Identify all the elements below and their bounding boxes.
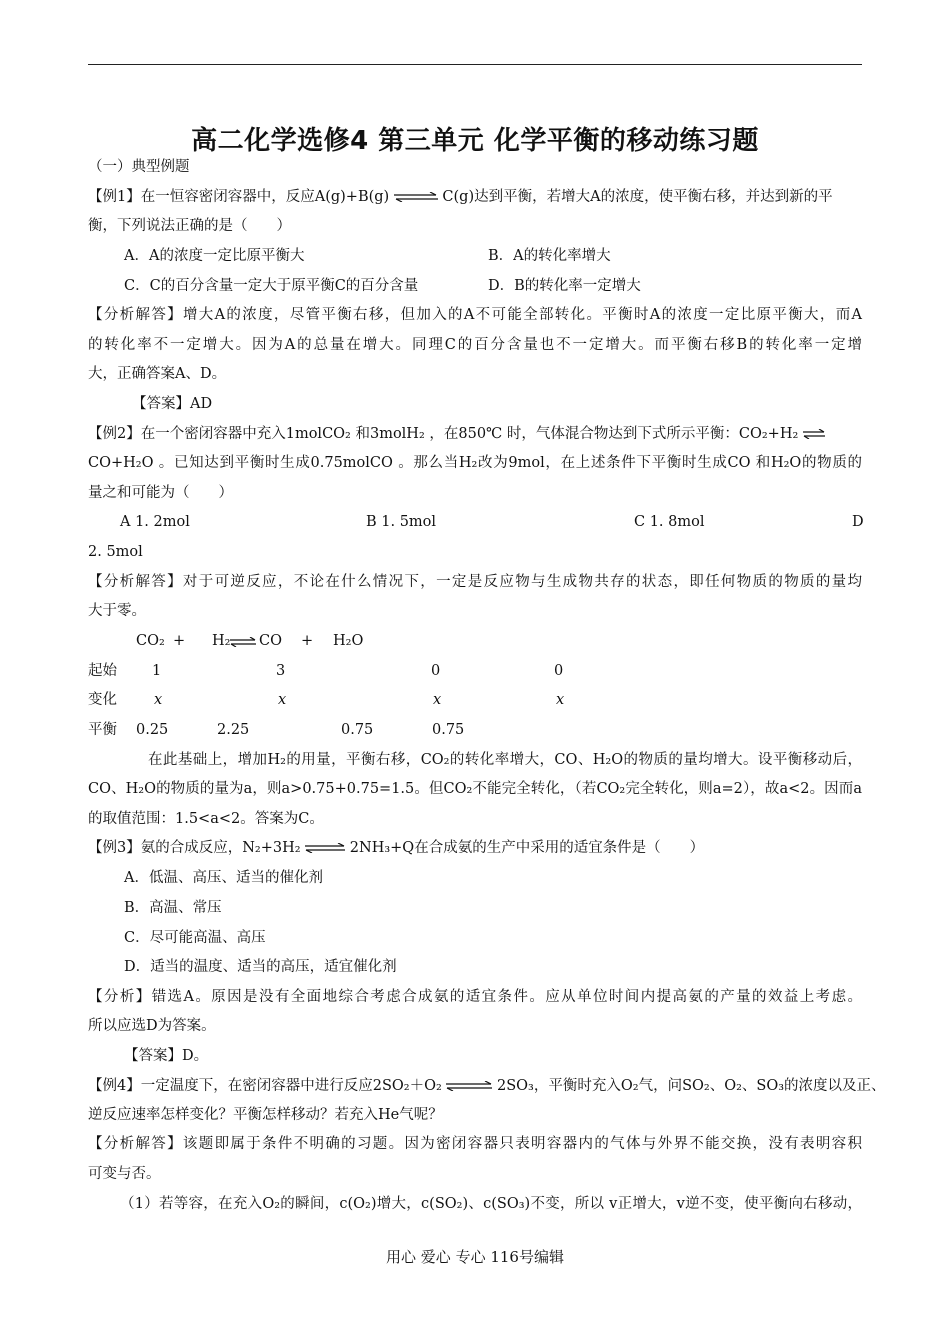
cell: x — [278, 692, 287, 708]
equilibrium-arrow-icon — [305, 843, 345, 853]
ex2-question-line3: 量之和可能为（ ） — [88, 485, 233, 501]
ex2-option-c: C 1. 8mol — [634, 514, 705, 530]
ex1-option-b: B．A的转化率增大 — [488, 248, 611, 264]
cell: 0.25 — [136, 722, 169, 738]
cell: 0.75 — [341, 722, 374, 738]
ex2-question-line2: CO+H₂O 。已知达到平衡时生成0.75molCO 。那么当H₂改为9mol，在上述条件下平衡时生成CO 和H₂O的物质的 — [88, 455, 862, 471]
ex1-option-a: A．A的浓度一定比原平衡大 — [124, 248, 305, 264]
eq-plus-1: + — [173, 633, 186, 649]
ex2-question-line1 — [88, 424, 862, 444]
ex4-q1-part-a: 【例4】一定温度下，在密闭容器中进行反应2SO₂＋O₂ — [88, 1078, 442, 1094]
ex3-analysis-line2: 所以应选D为答案。 — [88, 1018, 216, 1034]
eq-h2o: H₂O — [333, 633, 364, 649]
ex3-q1-part-a: 【例3】氨的合成反应，N₂+3H₂ — [88, 840, 301, 856]
row-label-equilibrium: 平衡 — [88, 722, 117, 738]
ex2-paragraph-line1: 在此基础上，增加H₂的用量，平衡右移，CO₂的转化率增大，CO、H₂O的物质的量均增大。设平衡移动后， — [148, 752, 862, 768]
cell: 2.25 — [217, 722, 250, 738]
ex3-option-b: B．高温、常压 — [124, 900, 222, 916]
ex3-option-a: A．低温、高压、适当的催化剂 — [124, 870, 323, 886]
page-title: 高二化学选修4 第三单元 化学平衡的移动练习题 — [191, 126, 759, 156]
cell: 1 — [152, 663, 162, 679]
ex1-question-line2: 衡，下列说法正确的是（ ） — [88, 218, 291, 234]
ex2-option-d-value: 2. 5mol — [88, 544, 143, 560]
ex1-q1-part-b: C(g)达到平衡，若增大A的浓度，使平衡右移，并达到新的平 — [442, 189, 833, 205]
ex2-paragraph-line2: CO、H₂O的物质的量为a，则a>0.75+0.75=1.5。但CO₂不能完全转化，（若CO₂完全转化，则a=2），故a<2。因而a — [88, 781, 862, 797]
eq-h2: H₂ — [212, 633, 231, 649]
eq-co: CO — [259, 633, 282, 649]
ex2-analysis-line2: 大于零。 — [88, 603, 146, 619]
row-label-change: 变化 — [88, 692, 117, 708]
ex4-paragraph-line1: （1）若等容，在充入O₂的瞬间，c(O₂)增大，c(SO₂)、c(SO₃)不变，所以 v正增大，v逆不变，使平衡向右移动， — [120, 1196, 862, 1212]
equilibrium-arrow-icon — [803, 429, 825, 439]
ex3-option-c: C．尽可能高温、高压 — [124, 930, 266, 946]
ex4-q1-part-b: 2SO₃，平衡时充入O₂气，问SO₂、O₂、SO₃的浓度以及正、 — [497, 1078, 886, 1094]
eq-co2: CO₂ — [136, 633, 165, 649]
ex3-q1-part-b: 2NH₃+Q在合成氨的生产中采用的适宜条件是（ ） — [349, 840, 705, 856]
ex2-option-b: B 1. 5mol — [366, 514, 437, 530]
ex1-analysis-line3: 大，正确答案A、D。 — [88, 366, 227, 382]
ex1-analysis-line1: 【分析解答】增大A的浓度，尽管平衡右移，但加入的A不可能全部转化。平衡时A的浓度一定比原平衡大，而A — [88, 307, 862, 323]
ex3-answer: 【答案】D。 — [124, 1048, 209, 1064]
cell: 0.75 — [432, 722, 465, 738]
ex2-q1-text: 【例2】在一个密闭容器中充入1molCO₂ 和3molH₂ ，在850℃ 时，气体混合物达到下式所示平衡：CO₂+H₂ — [88, 426, 799, 442]
ex4-analysis-line2: 可变与否。 — [88, 1166, 161, 1182]
cell: 3 — [276, 663, 286, 679]
eq-plus-2: + — [301, 633, 314, 649]
ex1-answer: 【答案】AD — [132, 396, 213, 412]
ex1-option-d: D．B的转化率一定增大 — [488, 278, 641, 294]
equilibrium-arrow-icon — [230, 637, 256, 647]
ex4-analysis-line1: 【分析解答】该题即属于条件不明确的习题。因为密闭容器只表明容器内的气体与外界不能交换，没有表明容积 — [88, 1136, 862, 1152]
cell: x — [433, 692, 442, 708]
page-footer: 用心 爱心 专心 116号编辑 — [386, 1248, 564, 1266]
row-label-initial: 起始 — [88, 663, 117, 679]
header-rule — [88, 64, 862, 65]
ex3-option-d: D．适当的温度、适当的高压，适宜催化剂 — [124, 959, 397, 975]
section-heading: （一）典型例题 — [88, 159, 190, 175]
cell: x — [556, 692, 565, 708]
ex2-option-d-label: D — [852, 514, 864, 530]
ex4-question-line1 — [88, 1076, 886, 1096]
ex1-q1-part-a: 【例1】在一恒容密闭容器中，反应A(g)+B(g) — [88, 189, 390, 205]
ex2-option-a: A 1. 2mol — [120, 514, 190, 530]
equilibrium-arrow-icon — [394, 192, 438, 202]
ex2-analysis-line1: 【分析解答】对于可逆反应，不论在什么情况下，一定是反应物与生成物共存的状态，即任何物质的物质的量均 — [88, 574, 862, 590]
ex3-question-line1 — [88, 838, 862, 858]
ex1-option-c: C．C的百分含量一定大于原平衡C的百分含量 — [124, 278, 419, 294]
ex1-question-line1 — [88, 187, 862, 207]
equilibrium-arrow-icon — [446, 1081, 492, 1091]
cell: 0 — [431, 663, 441, 679]
ex2-paragraph-line3: 的取值范围：1.5<a<2。答案为C。 — [88, 811, 324, 827]
cell: x — [154, 692, 163, 708]
ex3-analysis-line1: 【分析】错选A。原因是没有全面地综合考虑合成氨的适宜条件。应从单位时间内提高氨的产量的效益上考虑。 — [88, 989, 862, 1005]
ex4-question-line2: 逆反应速率怎样变化？平衡怎样移动？若充入He气呢？ — [88, 1107, 443, 1123]
ex1-analysis-line2: 的转化率不一定增大。因为A的总量在增大。同理C的百分含量也不一定增大。而平衡右移B的转化率一定增 — [88, 337, 862, 353]
cell: 0 — [554, 663, 564, 679]
